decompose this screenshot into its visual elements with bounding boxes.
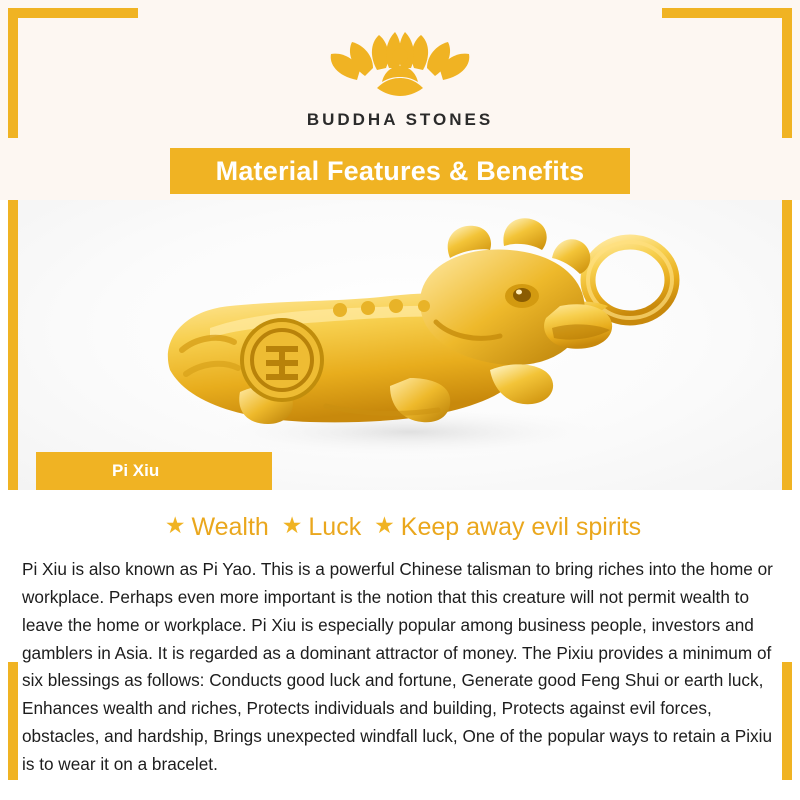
star-icon: ★ (374, 512, 395, 538)
benefit-item-evil-spirits: Keep away evil spirits (400, 513, 642, 541)
benefit-item-wealth: Wealth (191, 513, 269, 541)
gold-pixiu-pendant-illustration (90, 210, 710, 480)
left-gold-bar (8, 200, 18, 490)
lotus-meditation-figure-icon (315, 18, 485, 108)
product-caption: Pi Xiu (112, 461, 160, 480)
brand-name: BUDDHA STONES (306, 110, 494, 129)
star-icon: ★ (164, 512, 186, 538)
description-paragraph: Pi Xiu is also known as Pi Yao. This is a powerful Chinese talisman to bring riches into the home or workplace. Perhaps even more important is the notion that this creature will not permit wealth to leave the home or workplace. Pi Xiu is especially popular among business people, investors and gamblers in Asia. It is regarded as a dominant attractor of money. The Pixiu provides a minimum of six blessings as follows: Conducts good luck and fortune, Generate good Feng Shui or earth luck, Enhances wealth and riches, Protects individuals and building, Protects against evil forces, obstacles, and hardship, Brings unexpected windfall luck, One of the popular ways to retain a Pixiu is to wear it on a bracelet. (22, 559, 773, 775)
corner-decoration-top-right (662, 8, 792, 138)
bottom-white-strip (0, 780, 800, 800)
right-gold-bar (782, 200, 792, 490)
section-title-banner (170, 148, 630, 194)
page-title: Material Features & Benefits (215, 155, 585, 186)
star-icon: ★ (281, 512, 303, 538)
product-caption-tag (36, 452, 272, 490)
corner-decoration-top-left (8, 8, 138, 138)
benefits-strip (0, 512, 800, 542)
product-image-area (18, 200, 782, 490)
benefit-item-luck: Luck (308, 513, 362, 541)
